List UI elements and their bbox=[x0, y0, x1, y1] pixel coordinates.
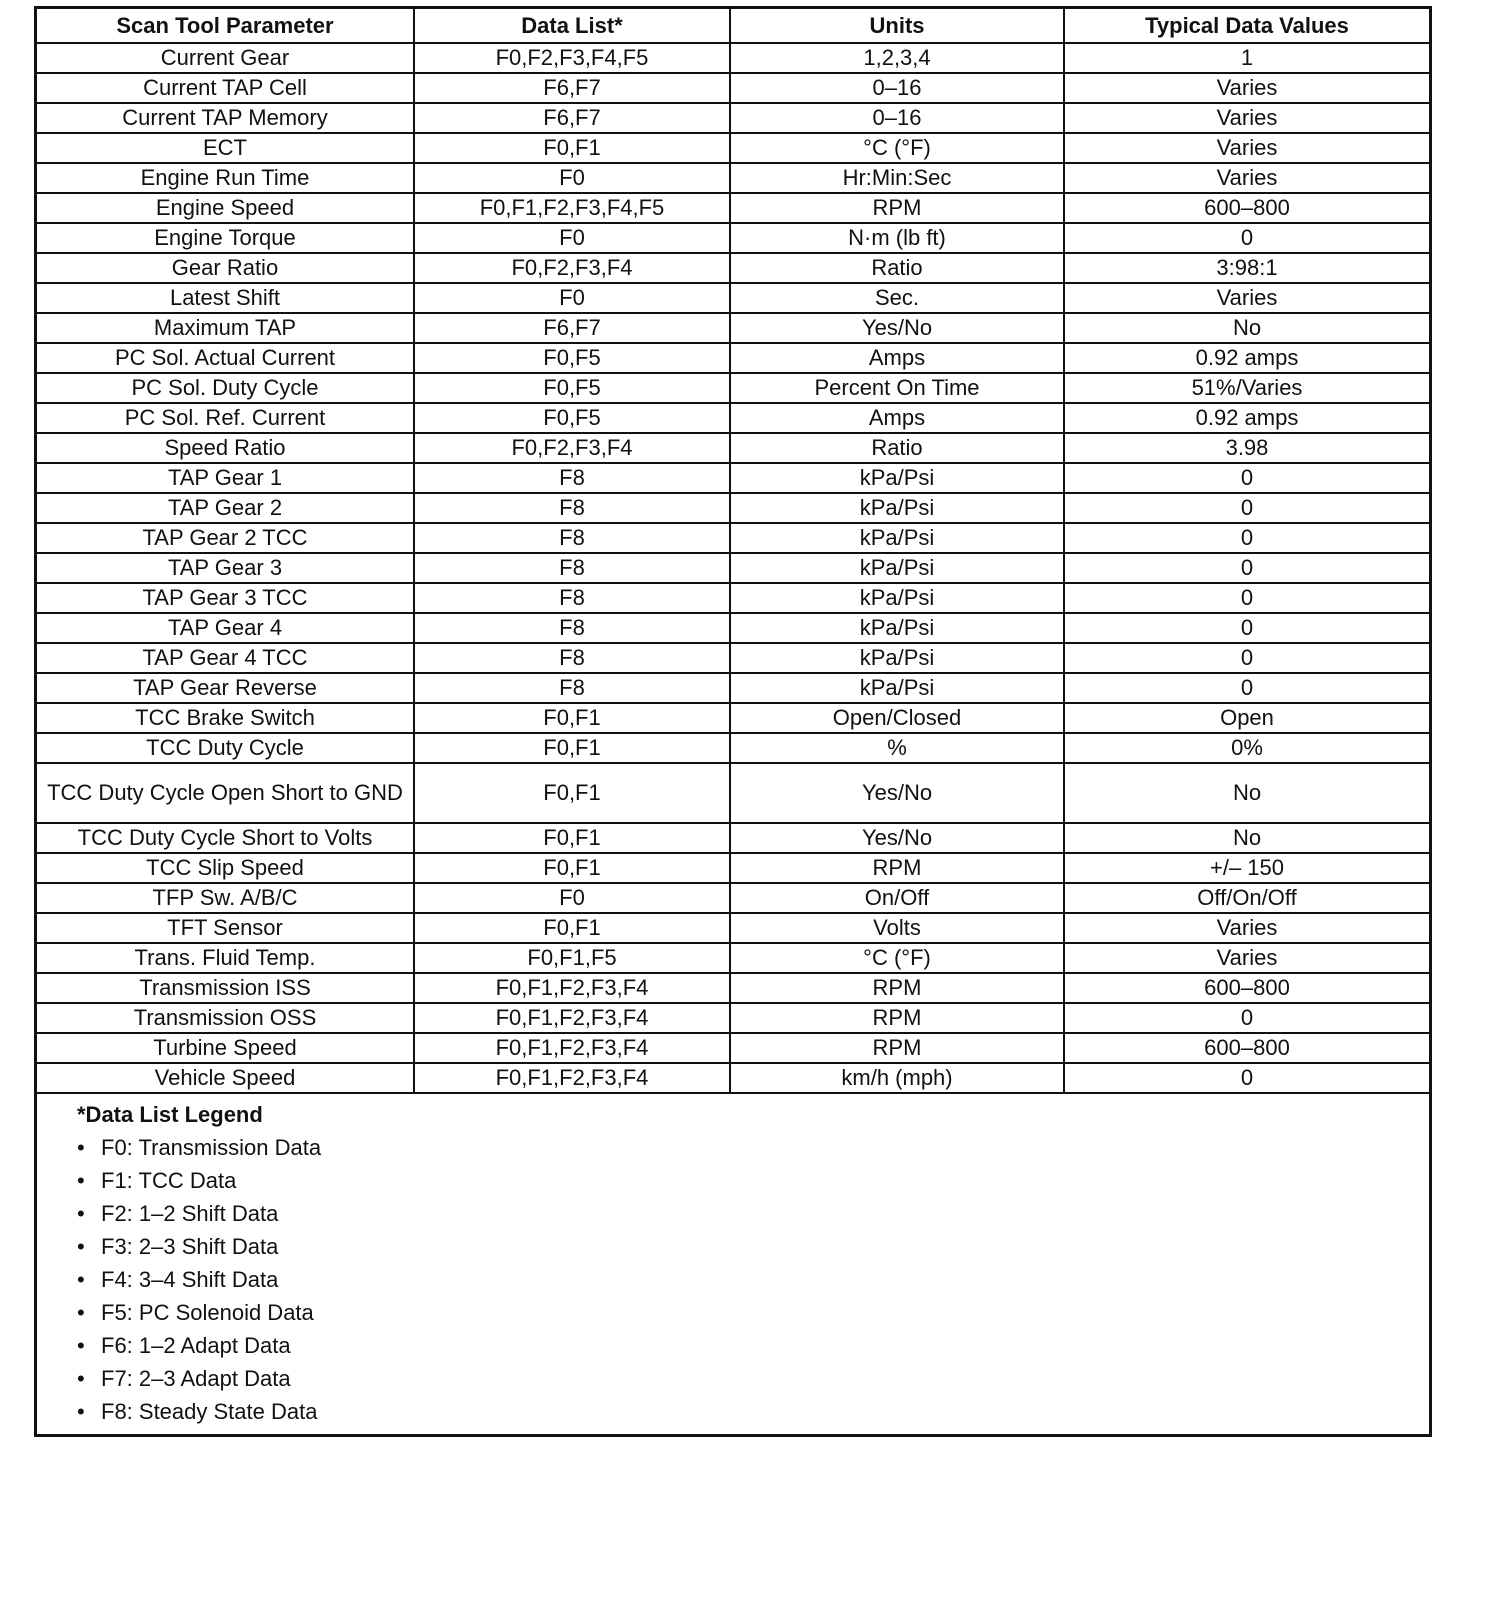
table-row bbox=[37, 883, 1429, 913]
parameter-cell: TCC Brake Switch bbox=[37, 703, 414, 733]
typical-value-cell: Varies bbox=[1064, 943, 1429, 973]
parameter-cell: TCC Duty Cycle bbox=[37, 733, 414, 763]
units-cell: Amps bbox=[730, 403, 1064, 433]
table-row bbox=[37, 163, 1429, 193]
units-cell: Ratio bbox=[730, 253, 1064, 283]
data-list-cell: F8 bbox=[414, 523, 730, 553]
legend-item-text: F1: TCC Data bbox=[101, 1168, 237, 1193]
data-list-cell: F0 bbox=[414, 283, 730, 313]
units-cell: Ratio bbox=[730, 433, 1064, 463]
typical-value-cell: Varies bbox=[1064, 913, 1429, 943]
typical-value-cell: 600–800 bbox=[1064, 973, 1429, 1003]
units-cell: kPa/Psi bbox=[730, 673, 1064, 703]
units-cell: Hr:Min:Sec bbox=[730, 163, 1064, 193]
parameter-cell: Current TAP Cell bbox=[37, 73, 414, 103]
units-cell: kPa/Psi bbox=[730, 643, 1064, 673]
parameter-cell: Transmission OSS bbox=[37, 1003, 414, 1033]
bullet-icon: • bbox=[77, 1234, 85, 1259]
data-list-cell: F6,F7 bbox=[414, 73, 730, 103]
table-row bbox=[37, 193, 1429, 223]
data-list-cell: F8 bbox=[414, 673, 730, 703]
data-list-cell: F0,F2,F3,F4 bbox=[414, 433, 730, 463]
table-row bbox=[37, 133, 1429, 163]
data-list-cell: F0,F1,F2,F3,F4 bbox=[414, 1063, 730, 1093]
legend-item-text: F4: 3–4 Shift Data bbox=[101, 1267, 279, 1292]
units-cell: RPM bbox=[730, 853, 1064, 883]
legend-item bbox=[77, 1197, 1429, 1230]
units-cell: RPM bbox=[730, 193, 1064, 223]
header-data-list: Data List* bbox=[414, 9, 730, 43]
parameter-cell: Engine Speed bbox=[37, 193, 414, 223]
header-scan-tool-parameter: Scan Tool Parameter bbox=[37, 9, 414, 43]
legend-item-text: F2: 1–2 Shift Data bbox=[101, 1201, 279, 1226]
parameter-cell: Vehicle Speed bbox=[37, 1063, 414, 1093]
table-row bbox=[37, 313, 1429, 343]
data-list-cell: F8 bbox=[414, 613, 730, 643]
table-row bbox=[37, 103, 1429, 133]
table-row bbox=[37, 583, 1429, 613]
table-row bbox=[37, 973, 1429, 1003]
typical-value-cell: Off/On/Off bbox=[1064, 883, 1429, 913]
data-list-cell: F0 bbox=[414, 163, 730, 193]
table-row bbox=[37, 913, 1429, 943]
table-row bbox=[37, 853, 1429, 883]
table-row bbox=[37, 703, 1429, 733]
typical-value-cell: 0 bbox=[1064, 583, 1429, 613]
data-list-cell: F0,F1 bbox=[414, 703, 730, 733]
parameter-cell: TAP Gear 2 TCC bbox=[37, 523, 414, 553]
parameter-cell: TAP Gear 3 bbox=[37, 553, 414, 583]
parameter-cell: TAP Gear 4 TCC bbox=[37, 643, 414, 673]
scan-tool-data-table bbox=[37, 9, 1429, 1094]
parameter-cell: Engine Torque bbox=[37, 223, 414, 253]
data-list-cell: F0,F5 bbox=[414, 403, 730, 433]
parameter-cell: Latest Shift bbox=[37, 283, 414, 313]
parameter-cell: TFT Sensor bbox=[37, 913, 414, 943]
data-list-cell: F0,F1,F2,F3,F4 bbox=[414, 973, 730, 1003]
data-list-cell: F8 bbox=[414, 583, 730, 613]
table-row bbox=[37, 763, 1429, 823]
typical-value-cell: Varies bbox=[1064, 163, 1429, 193]
table-row bbox=[37, 73, 1429, 103]
typical-value-cell: 3:98:1 bbox=[1064, 253, 1429, 283]
units-cell: RPM bbox=[730, 1033, 1064, 1063]
parameter-cell: Trans. Fluid Temp. bbox=[37, 943, 414, 973]
typical-value-cell: 0 bbox=[1064, 523, 1429, 553]
parameter-cell: Current TAP Memory bbox=[37, 103, 414, 133]
table-row bbox=[37, 493, 1429, 523]
typical-value-cell: 3.98 bbox=[1064, 433, 1429, 463]
table-row bbox=[37, 283, 1429, 313]
legend-list bbox=[77, 1131, 1429, 1428]
data-list-cell: F0,F1,F2,F3,F4 bbox=[414, 1003, 730, 1033]
parameter-cell: Speed Ratio bbox=[37, 433, 414, 463]
legend-item bbox=[77, 1329, 1429, 1362]
table-row bbox=[37, 733, 1429, 763]
parameter-cell: TFP Sw. A/B/C bbox=[37, 883, 414, 913]
data-list-cell: F8 bbox=[414, 463, 730, 493]
data-list-cell: F8 bbox=[414, 643, 730, 673]
bullet-icon: • bbox=[77, 1399, 85, 1424]
units-cell: °C (°F) bbox=[730, 133, 1064, 163]
typical-value-cell: 0 bbox=[1064, 553, 1429, 583]
data-list-cell: F8 bbox=[414, 493, 730, 523]
parameter-cell: Transmission ISS bbox=[37, 973, 414, 1003]
units-cell: On/Off bbox=[730, 883, 1064, 913]
legend-item-text: F5: PC Solenoid Data bbox=[101, 1300, 314, 1325]
units-cell: Open/Closed bbox=[730, 703, 1064, 733]
units-cell: Yes/No bbox=[730, 823, 1064, 853]
bullet-icon: • bbox=[77, 1267, 85, 1292]
data-list-cell: F0,F5 bbox=[414, 343, 730, 373]
legend-item bbox=[77, 1131, 1429, 1164]
units-cell: % bbox=[730, 733, 1064, 763]
parameter-cell: Maximum TAP bbox=[37, 313, 414, 343]
parameter-cell: TAP Gear 4 bbox=[37, 613, 414, 643]
data-list-cell: F0,F1 bbox=[414, 133, 730, 163]
table-row bbox=[37, 643, 1429, 673]
table-row bbox=[37, 553, 1429, 583]
data-list-cell: F0,F2,F3,F4 bbox=[414, 253, 730, 283]
table-body bbox=[37, 43, 1429, 1093]
typical-value-cell: 0 bbox=[1064, 643, 1429, 673]
table-row bbox=[37, 433, 1429, 463]
typical-value-cell: No bbox=[1064, 763, 1429, 823]
parameter-cell: TCC Slip Speed bbox=[37, 853, 414, 883]
legend-item bbox=[77, 1164, 1429, 1197]
parameter-cell: PC Sol. Actual Current bbox=[37, 343, 414, 373]
units-cell: N·m (lb ft) bbox=[730, 223, 1064, 253]
typical-value-cell: 0 bbox=[1064, 613, 1429, 643]
typical-value-cell: +/– 150 bbox=[1064, 853, 1429, 883]
legend-item-text: F6: 1–2 Adapt Data bbox=[101, 1333, 291, 1358]
legend-title: *Data List Legend bbox=[77, 1102, 263, 1127]
table-row bbox=[37, 1003, 1429, 1033]
units-cell: km/h (mph) bbox=[730, 1063, 1064, 1093]
units-cell: RPM bbox=[730, 973, 1064, 1003]
data-list-cell: F0,F1 bbox=[414, 733, 730, 763]
units-cell: Yes/No bbox=[730, 763, 1064, 823]
legend-item-text: F8: Steady State Data bbox=[101, 1399, 318, 1424]
table-row bbox=[37, 613, 1429, 643]
scan-tool-data-sheet bbox=[34, 6, 1432, 1437]
typical-value-cell: No bbox=[1064, 313, 1429, 343]
data-list-cell: F6,F7 bbox=[414, 103, 730, 133]
typical-value-cell: 0 bbox=[1064, 493, 1429, 523]
legend-item-text: F3: 2–3 Shift Data bbox=[101, 1234, 279, 1259]
typical-value-cell: 0 bbox=[1064, 1003, 1429, 1033]
data-list-cell: F6,F7 bbox=[414, 313, 730, 343]
data-list-cell: F0,F1 bbox=[414, 913, 730, 943]
units-cell: kPa/Psi bbox=[730, 553, 1064, 583]
table-row bbox=[37, 253, 1429, 283]
typical-value-cell: 600–800 bbox=[1064, 193, 1429, 223]
units-cell: Amps bbox=[730, 343, 1064, 373]
units-cell: kPa/Psi bbox=[730, 613, 1064, 643]
bullet-icon: • bbox=[77, 1366, 85, 1391]
data-list-cell: F0,F1,F2,F3,F4,F5 bbox=[414, 193, 730, 223]
typical-value-cell: 0% bbox=[1064, 733, 1429, 763]
parameter-cell: TCC Duty Cycle Short to Volts bbox=[37, 823, 414, 853]
data-list-cell: F0 bbox=[414, 223, 730, 253]
bullet-icon: • bbox=[77, 1135, 85, 1160]
typical-value-cell: 0 bbox=[1064, 1063, 1429, 1093]
bullet-icon: • bbox=[77, 1168, 85, 1193]
data-list-cell: F0,F1 bbox=[414, 853, 730, 883]
units-cell: kPa/Psi bbox=[730, 583, 1064, 613]
data-list-cell: F0,F1,F2,F3,F4 bbox=[414, 1033, 730, 1063]
units-cell: 0–16 bbox=[730, 103, 1064, 133]
typical-value-cell: Varies bbox=[1064, 73, 1429, 103]
units-cell: 1,2,3,4 bbox=[730, 43, 1064, 73]
parameter-cell: TAP Gear 2 bbox=[37, 493, 414, 523]
parameter-cell: Engine Run Time bbox=[37, 163, 414, 193]
legend-item-text: F7: 2–3 Adapt Data bbox=[101, 1366, 291, 1391]
parameter-cell: PC Sol. Duty Cycle bbox=[37, 373, 414, 403]
table-row bbox=[37, 523, 1429, 553]
parameter-cell: TAP Gear 1 bbox=[37, 463, 414, 493]
table-row bbox=[37, 373, 1429, 403]
data-list-cell: F0,F2,F3,F4,F5 bbox=[414, 43, 730, 73]
typical-value-cell: Varies bbox=[1064, 103, 1429, 133]
table-row bbox=[37, 943, 1429, 973]
data-list-cell: F0,F1 bbox=[414, 763, 730, 823]
parameter-cell: TCC Duty Cycle Open Short to GND bbox=[37, 763, 414, 823]
header-units: Units bbox=[730, 9, 1064, 43]
typical-value-cell: Varies bbox=[1064, 283, 1429, 313]
parameter-cell: Turbine Speed bbox=[37, 1033, 414, 1063]
data-list-cell: F0,F1 bbox=[414, 823, 730, 853]
parameter-cell: PC Sol. Ref. Current bbox=[37, 403, 414, 433]
table-row bbox=[37, 1063, 1429, 1093]
units-cell: Yes/No bbox=[730, 313, 1064, 343]
legend-item bbox=[77, 1395, 1429, 1428]
typical-value-cell: 0.92 amps bbox=[1064, 403, 1429, 433]
typical-value-cell: 0 bbox=[1064, 673, 1429, 703]
units-cell: °C (°F) bbox=[730, 943, 1064, 973]
units-cell: RPM bbox=[730, 1003, 1064, 1033]
typical-value-cell: 600–800 bbox=[1064, 1033, 1429, 1063]
table-row bbox=[37, 43, 1429, 73]
typical-value-cell: 0 bbox=[1064, 463, 1429, 493]
table-row bbox=[37, 343, 1429, 373]
bullet-icon: • bbox=[77, 1300, 85, 1325]
units-cell: kPa/Psi bbox=[730, 523, 1064, 553]
units-cell: Volts bbox=[730, 913, 1064, 943]
parameter-cell: TAP Gear 3 TCC bbox=[37, 583, 414, 613]
data-list-legend bbox=[37, 1094, 1429, 1434]
units-cell: Percent On Time bbox=[730, 373, 1064, 403]
typical-value-cell: No bbox=[1064, 823, 1429, 853]
legend-item bbox=[77, 1263, 1429, 1296]
typical-value-cell: Open bbox=[1064, 703, 1429, 733]
legend-item bbox=[77, 1362, 1429, 1395]
typical-value-cell: 0.92 amps bbox=[1064, 343, 1429, 373]
legend-item bbox=[77, 1296, 1429, 1329]
parameter-cell: ECT bbox=[37, 133, 414, 163]
units-cell: Sec. bbox=[730, 283, 1064, 313]
table-row bbox=[37, 1033, 1429, 1063]
bullet-icon: • bbox=[77, 1201, 85, 1226]
table-row bbox=[37, 673, 1429, 703]
typical-value-cell: 0 bbox=[1064, 223, 1429, 253]
units-cell: kPa/Psi bbox=[730, 493, 1064, 523]
units-cell: kPa/Psi bbox=[730, 463, 1064, 493]
typical-value-cell: 51%/Varies bbox=[1064, 373, 1429, 403]
legend-item bbox=[77, 1230, 1429, 1263]
table-header bbox=[37, 9, 1429, 43]
parameter-cell: Current Gear bbox=[37, 43, 414, 73]
units-cell: 0–16 bbox=[730, 73, 1064, 103]
parameter-cell: TAP Gear Reverse bbox=[37, 673, 414, 703]
bullet-icon: • bbox=[77, 1333, 85, 1358]
table-row bbox=[37, 403, 1429, 433]
table-row bbox=[37, 463, 1429, 493]
typical-value-cell: 1 bbox=[1064, 43, 1429, 73]
data-list-cell: F8 bbox=[414, 553, 730, 583]
typical-value-cell: Varies bbox=[1064, 133, 1429, 163]
table-row bbox=[37, 223, 1429, 253]
parameter-cell: Gear Ratio bbox=[37, 253, 414, 283]
data-list-cell: F0,F1,F5 bbox=[414, 943, 730, 973]
header-row bbox=[37, 9, 1429, 43]
data-list-cell: F0,F5 bbox=[414, 373, 730, 403]
legend-item-text: F0: Transmission Data bbox=[101, 1135, 322, 1160]
data-list-cell: F0 bbox=[414, 883, 730, 913]
table-row bbox=[37, 823, 1429, 853]
header-typical-data-values: Typical Data Values bbox=[1064, 9, 1429, 43]
